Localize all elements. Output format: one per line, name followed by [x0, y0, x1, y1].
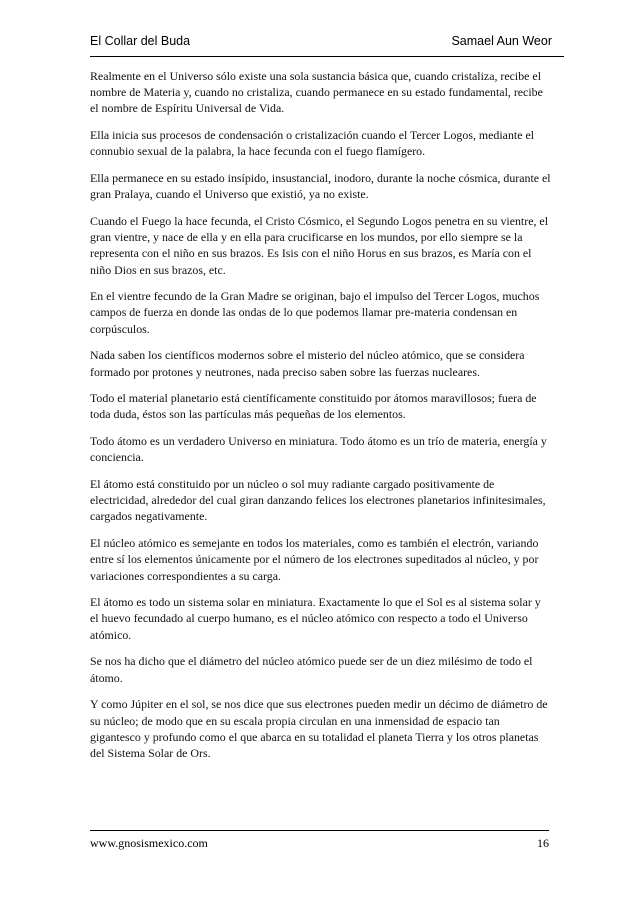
paragraph: Ella permanece en su estado insípido, insustancial, inodoro, durante la noche cósmica, durante el gran Pralaya, cuando el Universo que existió, ya no existe.: [90, 171, 551, 202]
paragraph: En el vientre fecundo de la Gran Madre se originan, bajo el impulso del Tercer Logos, muchos campos de fuerza en donde las ondas de lo que podemos llamar pre-materia condensan en corpúsculos.: [90, 289, 540, 336]
page-footer: [90, 830, 549, 850]
book-title: El Collar del Buda: [90, 34, 191, 48]
paragraph: El núcleo atómico es semejante en todos los materiales, como es también el electrón, variando entre sí los elementos únicamente por el número de los electrones supeditados al núcleo, y por variaciones correspondientes a su carga.: [90, 536, 539, 583]
paragraph: Todo el material planetario está científicamente constituido por átomos maravillosos; fuera de toda duda, éstos son las partículas más pequeñas de los elementos.: [90, 391, 537, 422]
paragraph: Se nos ha dicho que el diámetro del núcleo atómico puede ser de un diez milésimo de todo el átomo.: [90, 654, 533, 685]
paragraph: Realmente en el Universo sólo existe una sola sustancia básica que, cuando cristaliza, recibe el nombre de Materia y, cuando no cristaliza, cuando permanece en su estado fundamental, recibe el nombre de Espíritu Universal de Vida.: [90, 69, 543, 116]
website-link[interactable]: www.gnosismexico.com: [90, 836, 208, 850]
paragraph: El átomo es todo un sistema solar en miniatura. Exactamente lo que el Sol es al sistema solar y el huevo fecundado al cuerpo humano, es el núcleo atómico con respecto a todo el Universo atómico.: [90, 595, 541, 642]
author-name: Samael Aun Weor: [451, 34, 552, 48]
paragraph: El átomo está constituido por un núcleo o sol muy radiante cargado positivamente de electricidad, alrededor del cual giran danzando felices los electrones planetarios infinitesimales, cargados negativamente.: [90, 477, 546, 524]
paragraph: Todo átomo es un verdadero Universo en miniatura. Todo átomo es un trío de materia, energía y conciencia.: [90, 434, 547, 465]
body-text: [90, 68, 552, 772]
paragraph: Nada saben los científicos modernos sobre el misterio del núcleo atómico, que se considera formado por protones y neutrones, nada preciso saben sobre las fuerzas nucleares.: [90, 348, 525, 379]
paragraph: Ella inicia sus procesos de condensación o cristalización cuando el Tercer Logos, mediante el connubio sexual de la palabra, la hace fecunda con el fuego flamígero.: [90, 128, 535, 159]
page-header: [90, 34, 564, 57]
paragraph: Cuando el Fuego la hace fecunda, el Cristo Cósmico, el Segundo Logos penetra en su vientre, el gran vientre, y nace de ella y en ella para crucificarse en los mundos, por ello siempre se la representa con el niño en sus brazos. Es Isis con el niño Horus en sus brazos, es María con el niño Dios en sus brazos, etc.: [90, 213, 548, 277]
paragraph: Y como Júpiter en el sol, se nos dice que sus electrones pueden medir un décimo de diámetro de su núcleo; de modo que en su escala propia circulan en una inmensidad de espacio tan gigantesco y profundo como el que abarca en su totalidad el planeta Tierra y los otros planetas del Sistema Solar de Ors.: [90, 697, 548, 760]
page-number: 16: [537, 836, 549, 850]
